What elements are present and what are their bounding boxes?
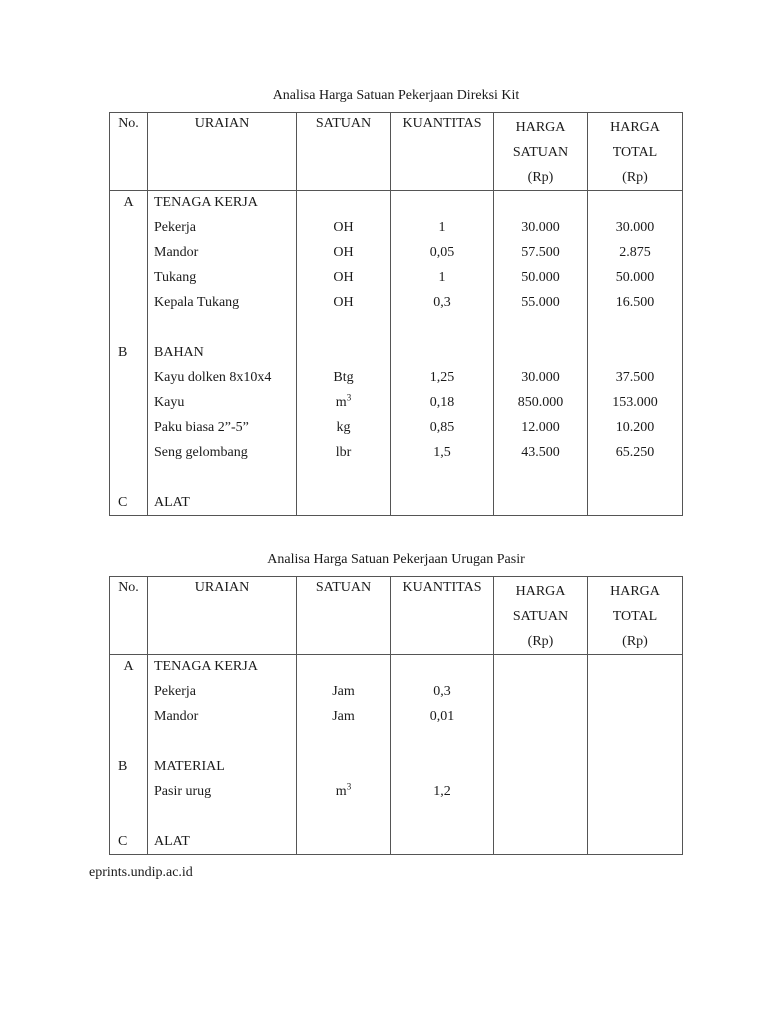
row-satuan: [297, 391, 391, 416]
unit-exponent: 3: [346, 391, 352, 402]
row-harga-satuan-text: 43.500: [521, 444, 560, 460]
row-harga-total: [588, 705, 683, 730]
row-uraian-text: Mandor: [154, 244, 199, 260]
row-satuan-text: OH: [333, 219, 354, 235]
row-no: [110, 391, 148, 416]
row-harga-total: [588, 780, 683, 805]
row-harga-total: [588, 241, 683, 266]
row-kuantitas: [391, 830, 494, 855]
row-kuantitas: [391, 216, 494, 241]
row-kuantitas-text: 0,05: [429, 244, 455, 260]
row-no: [110, 341, 148, 366]
header-harga-total-line: TOTAL: [612, 609, 658, 624]
header-harga-total-line: (Rp): [622, 170, 648, 185]
row-harga-satuan: [494, 705, 588, 730]
header-satuan: SATUAN: [297, 577, 391, 655]
row-satuan: [297, 441, 391, 466]
header-uraian: URAIAN: [148, 113, 297, 191]
row-no: [110, 216, 148, 241]
row-satuan: [297, 416, 391, 441]
table-row: [110, 466, 683, 491]
row-no: [110, 241, 148, 266]
row-uraian: [148, 316, 297, 341]
row-kuantitas: [391, 291, 494, 316]
row-satuan: [297, 466, 391, 491]
row-kuantitas: [391, 316, 494, 341]
row-harga-total-text: 65.250: [615, 444, 655, 460]
row-satuan-text: m: [335, 783, 347, 799]
row-no: [110, 755, 148, 780]
row-satuan: [297, 291, 391, 316]
row-harga-satuan: [494, 655, 588, 680]
row-no: [110, 705, 148, 730]
row-uraian-text: Mandor: [154, 708, 199, 724]
row-harga-satuan: [494, 241, 588, 266]
table-row: [110, 830, 683, 855]
row-satuan: [297, 830, 391, 855]
header-harga-total-line: (Rp): [622, 634, 648, 649]
row-no: [110, 366, 148, 391]
row-uraian: [148, 755, 297, 780]
row-satuan-text: m: [335, 394, 347, 410]
row-uraian: [148, 216, 297, 241]
header-kuantitas: KUANTITAS: [391, 113, 494, 191]
table-row: [110, 191, 683, 216]
row-kuantitas: [391, 680, 494, 705]
header-harga-total-line: HARGA: [610, 584, 660, 599]
header-kuantitas: KUANTITAS: [391, 577, 494, 655]
row-uraian-text: Kayu dolken 8x10x4: [154, 369, 272, 385]
row-harga-total: [588, 341, 683, 366]
row-uraian: [148, 341, 297, 366]
row-harga-satuan: [494, 366, 588, 391]
header-no: No.: [110, 113, 148, 191]
header-harga-satuan-line: SATUAN: [512, 609, 569, 624]
row-no: [110, 316, 148, 341]
header-uraian: URAIAN: [148, 577, 297, 655]
row-uraian-text: Kayu: [154, 394, 185, 410]
row-harga-satuan: [494, 466, 588, 491]
row-kuantitas-text: 0,01: [429, 708, 455, 724]
row-satuan-text: Btg: [333, 369, 354, 385]
row-kuantitas-text: 0,3: [433, 683, 451, 699]
row-kuantitas: [391, 241, 494, 266]
table-row: [110, 341, 683, 366]
table-row: [110, 780, 683, 805]
header-no: No.: [110, 577, 148, 655]
table-row: [110, 241, 683, 266]
row-kuantitas-text: 0,18: [429, 394, 455, 410]
row-satuan: [297, 216, 391, 241]
row-harga-satuan: [494, 216, 588, 241]
row-harga-total: [588, 416, 683, 441]
row-harga-satuan-text: 55.000: [521, 294, 560, 310]
row-harga-satuan: [494, 191, 588, 216]
row-harga-total: [588, 491, 683, 516]
row-harga-total: [588, 391, 683, 416]
row-satuan: [297, 755, 391, 780]
row-uraian-text: Seng gelombang: [154, 444, 248, 460]
table-row: [110, 366, 683, 391]
row-satuan-text: OH: [333, 269, 354, 285]
row-kuantitas-text: 0,3: [433, 294, 451, 310]
row-uraian-text: Tukang: [154, 269, 197, 285]
table-row: [110, 291, 683, 316]
row-satuan-text: Jam: [332, 708, 355, 724]
row-uraian-text: Pekerja: [154, 683, 196, 699]
table-row: [110, 491, 683, 516]
row-harga-total-text: 16.500: [615, 294, 655, 310]
row-satuan: [297, 341, 391, 366]
row-harga-satuan: [494, 391, 588, 416]
row-no: [110, 830, 148, 855]
row-no: [110, 266, 148, 291]
row-kuantitas: [391, 191, 494, 216]
row-harga-satuan-text: 50.000: [521, 269, 560, 285]
table-row: [110, 216, 683, 241]
table-row: [110, 266, 683, 291]
header-harga-total-line: HARGA: [610, 120, 660, 135]
row-satuan: [297, 780, 391, 805]
table2-title: Analisa Harga Satuan Pekerjaan Urugan Pasir: [267, 552, 525, 567]
table-header-row: [110, 577, 683, 655]
row-uraian: [148, 730, 297, 755]
row-kuantitas: [391, 391, 494, 416]
table-row: [110, 316, 683, 341]
table-row: [110, 441, 683, 466]
row-kuantitas: [391, 466, 494, 491]
row-satuan: [297, 680, 391, 705]
table-row: [110, 730, 683, 755]
row-kuantitas: [391, 416, 494, 441]
row-uraian: [148, 241, 297, 266]
row-harga-total-text: 2.875: [619, 244, 651, 260]
row-kuantitas: [391, 780, 494, 805]
row-no: [110, 291, 148, 316]
table1-title: Analisa Harga Satuan Pekerjaan Direksi Kit: [272, 88, 520, 103]
row-kuantitas: [391, 491, 494, 516]
row-no-text: A: [123, 195, 134, 210]
row-harga-satuan: [494, 780, 588, 805]
row-uraian: [148, 680, 297, 705]
row-uraian: [148, 655, 297, 680]
header-harga-satuan-line: SATUAN: [512, 145, 569, 160]
row-no: [110, 441, 148, 466]
header-harga-satuan-line: (Rp): [527, 634, 554, 649]
row-no-text: C: [118, 494, 128, 510]
row-uraian: [148, 830, 297, 855]
urugan-pasir-table: [109, 576, 683, 855]
row-no: [110, 805, 148, 830]
row-uraian-text: Kepala Tukang: [154, 294, 240, 310]
source-footer: eprints.undip.ac.id: [89, 865, 193, 880]
row-satuan: [297, 705, 391, 730]
row-kuantitas-text: 1: [438, 219, 446, 235]
row-no: [110, 780, 148, 805]
table-row: [110, 655, 683, 680]
row-no-text: B: [118, 344, 128, 360]
row-harga-total: [588, 680, 683, 705]
row-uraian-text: TENAGA KERJA: [154, 659, 258, 674]
row-harga-total: [588, 805, 683, 830]
row-uraian: [148, 191, 297, 216]
row-kuantitas: [391, 266, 494, 291]
row-uraian-text: Pasir urug: [154, 783, 212, 799]
row-uraian: [148, 780, 297, 805]
row-no: [110, 730, 148, 755]
row-harga-satuan-text: 57.500: [521, 244, 560, 260]
row-harga-satuan-text: 850.000: [517, 394, 564, 410]
row-no-text: C: [118, 833, 128, 849]
row-harga-total-text: 37.500: [615, 369, 655, 385]
row-harga-satuan: [494, 491, 588, 516]
row-harga-total: [588, 655, 683, 680]
row-satuan-text: kg: [336, 419, 351, 435]
row-harga-satuan: [494, 441, 588, 466]
row-no: [110, 466, 148, 491]
row-satuan: [297, 655, 391, 680]
row-uraian: [148, 391, 297, 416]
table-row: [110, 705, 683, 730]
row-harga-total: [588, 441, 683, 466]
row-harga-satuan: [494, 416, 588, 441]
direksi-kit-table: [109, 112, 683, 516]
row-harga-total: [588, 466, 683, 491]
row-kuantitas: [391, 441, 494, 466]
row-uraian: [148, 805, 297, 830]
row-harga-total-text: 30.000: [615, 219, 655, 235]
row-uraian-text: ALAT: [154, 833, 190, 849]
row-uraian: [148, 491, 297, 516]
row-harga-satuan-text: 12.000: [521, 419, 560, 435]
row-uraian: [148, 291, 297, 316]
table-header-row: [110, 113, 683, 191]
row-harga-total: [588, 730, 683, 755]
row-harga-satuan: [494, 341, 588, 366]
row-kuantitas-text: 1,25: [429, 369, 455, 385]
row-uraian: [148, 366, 297, 391]
row-kuantitas: [391, 341, 494, 366]
row-uraian: [148, 441, 297, 466]
row-satuan-text: OH: [333, 294, 354, 310]
row-satuan: [297, 191, 391, 216]
row-satuan: [297, 266, 391, 291]
row-no: [110, 191, 148, 216]
row-harga-satuan: [494, 316, 588, 341]
header-harga-satuan-line: HARGA: [515, 584, 566, 599]
header-harga-satuan: [494, 577, 588, 655]
row-harga-total-text: 50.000: [615, 269, 655, 285]
row-kuantitas-text: 0,85: [429, 419, 455, 435]
row-uraian-text: BAHAN: [154, 344, 204, 360]
table-row: [110, 805, 683, 830]
row-kuantitas: [391, 730, 494, 755]
row-uraian-text: MATERIAL: [154, 758, 225, 774]
row-harga-satuan: [494, 680, 588, 705]
row-satuan: [297, 805, 391, 830]
row-harga-satuan: [494, 755, 588, 780]
unit-exponent: 3: [346, 780, 352, 791]
row-no-text: A: [123, 659, 134, 674]
row-uraian-text: Pekerja: [154, 219, 196, 235]
header-harga-satuan-line: (Rp): [527, 170, 554, 185]
row-harga-satuan-text: 30.000: [521, 369, 560, 385]
row-no: [110, 416, 148, 441]
row-kuantitas-text: 1: [438, 269, 446, 285]
row-uraian: [148, 416, 297, 441]
table-row: [110, 680, 683, 705]
row-satuan: [297, 241, 391, 266]
row-kuantitas-text: 1,2: [433, 783, 451, 799]
header-harga-total-line: TOTAL: [612, 145, 658, 160]
row-harga-satuan: [494, 730, 588, 755]
row-harga-total-text: 153.000: [612, 394, 658, 410]
row-harga-total: [588, 755, 683, 780]
row-uraian-text: ALAT: [154, 494, 190, 510]
header-harga-total: [588, 577, 683, 655]
row-satuan: [297, 491, 391, 516]
row-kuantitas: [391, 805, 494, 830]
header-harga-total: [588, 113, 683, 191]
row-kuantitas: [391, 705, 494, 730]
row-no: [110, 491, 148, 516]
row-harga-satuan: [494, 805, 588, 830]
row-harga-total: [588, 216, 683, 241]
row-kuantitas: [391, 366, 494, 391]
row-kuantitas-text: 1,5: [433, 444, 451, 460]
row-harga-satuan-text: 30.000: [521, 219, 560, 235]
row-no: [110, 655, 148, 680]
row-satuan-text: Jam: [332, 683, 355, 699]
header-satuan: SATUAN: [297, 113, 391, 191]
row-uraian-text: TENAGA KERJA: [154, 195, 258, 210]
row-satuan-text: lbr: [335, 444, 352, 460]
row-uraian: [148, 466, 297, 491]
row-no-text: B: [118, 758, 128, 774]
row-harga-satuan: [494, 291, 588, 316]
row-harga-satuan: [494, 266, 588, 291]
row-harga-total: [588, 291, 683, 316]
row-no: [110, 680, 148, 705]
row-harga-total: [588, 830, 683, 855]
row-harga-total: [588, 316, 683, 341]
header-harga-satuan: [494, 113, 588, 191]
table-row: [110, 755, 683, 780]
row-satuan: [297, 316, 391, 341]
row-uraian: [148, 266, 297, 291]
row-harga-total: [588, 266, 683, 291]
table-row: [110, 391, 683, 416]
row-satuan: [297, 730, 391, 755]
row-harga-total-text: 10.200: [615, 419, 655, 435]
row-kuantitas: [391, 755, 494, 780]
row-satuan: [297, 366, 391, 391]
row-harga-satuan: [494, 830, 588, 855]
row-kuantitas: [391, 655, 494, 680]
row-harga-total: [588, 366, 683, 391]
table-row: [110, 416, 683, 441]
row-satuan-text: OH: [333, 244, 354, 260]
row-uraian: [148, 705, 297, 730]
row-uraian-text: Paku biasa 2”-5”: [154, 419, 249, 435]
header-harga-satuan-line: HARGA: [515, 120, 566, 135]
row-harga-total: [588, 191, 683, 216]
